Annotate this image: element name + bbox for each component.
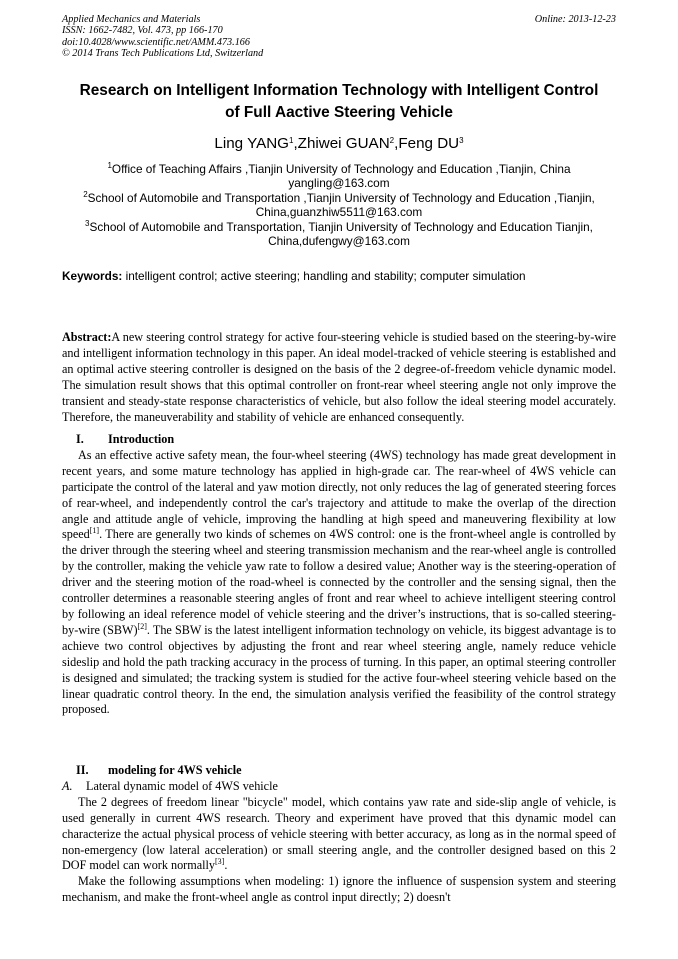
- body-paragraph: [62, 874, 616, 906]
- abstract-paragraph: [62, 330, 616, 425]
- keywords-label: Keywords:: [62, 269, 123, 283]
- section-heading: [62, 432, 616, 448]
- journal-name: Applied Mechanics and Materials: [62, 14, 201, 25]
- paper-title: [40, 80, 638, 124]
- affiliation: [62, 191, 616, 220]
- paragraph-text: As an effective active safety mean, the four-wheel steering (4WS) technology has made great development in recent years, and some mature technology has applied in high-grade car. The rear-wheel of 4WS vehicle can participate the control of the lateral and yaw motion directly, not only reduces the lag of generated steering forces of rear-wheel, and independently control the car's trajectory and attitude to make the overlap of the direction angle and attitude angle of vehicle, improving the handling at high speed and maneuvering flexibility at low speed: [62, 447, 616, 542]
- subsection-number: A.: [62, 778, 73, 793]
- title-line-2: of Full Aactive Steering Vehicle: [225, 104, 453, 121]
- section-heading: [62, 763, 616, 779]
- affiliation: [62, 220, 616, 249]
- copyright-line: © 2014 Trans Tech Publications Ltd, Switzerland: [62, 48, 264, 60]
- journal-header: [62, 14, 616, 60]
- paragraph-text: . There are generally two kinds of schemes on 4WS control: one is the front-wheel angle is controlled by the driver through the steering wheel and steering transmission mechanism and the rear-wheel angle is controlled by the controller, making the vehicle yaw rate to follow a desired value; Another way is the steering-operation of driver and the steering motion of the road-wheel is connected by the controller and the sensing signal, then the controller determines a reasonable steering angles of front and rear wheel to achieve intelligent steering control by following an ideal reference model of vehicle steering and the driver’s instructions, that is so-called steering-by-wire (SBW): [62, 527, 616, 637]
- affiliation-text: School of Automobile and Transportation, Tianjin University of Technology and Education Tianjin, China,dufengwy@163.com: [89, 219, 593, 249]
- keywords: [62, 269, 616, 284]
- citation-ref[interactable]: [3]: [215, 857, 225, 867]
- section-title: modeling for 4WS vehicle: [108, 763, 242, 777]
- author-affiliation-marker: 2: [389, 136, 395, 145]
- section-number: I.: [76, 432, 84, 446]
- title-line-1: Research on Intelligent Information Technology with Intelligent Control: [79, 82, 599, 99]
- subsection-title: Lateral dynamic model of 4WS vehicle: [86, 778, 278, 793]
- section-introduction: [62, 432, 616, 718]
- author-affiliation-marker: 1: [288, 136, 294, 145]
- author-list: [40, 134, 638, 154]
- keywords-text: intelligent control; active steering; handling and stability; computer simulation: [122, 269, 526, 283]
- affiliation-text: School of Automobile and Transportation ,Tianjin University of Technology and Education ,Tianjin, China,guanzhiw5511@163.com: [87, 190, 595, 220]
- affiliation-marker: 2: [83, 189, 88, 199]
- author-separator: ,: [293, 135, 298, 152]
- paragraph-text: The 2 degrees of freedom linear "bicycle" model, which contains yaw rate and side-slip angle of vehicle, is used generally in current 4WS research. Theory and experiment have proved that this dynamic model can characterize the actual physical process of vehicle steering with better accuracy, as long as in the normal speed of non-emergency (low lateral acceleration) or small steering angle, and the controller designed based on this 2 DOF model can work normally: [62, 794, 616, 873]
- section-modeling: [62, 763, 616, 906]
- affiliation-marker: 1: [107, 161, 112, 170]
- affiliation-marker: 3: [85, 218, 90, 228]
- subsection-heading: [62, 779, 616, 795]
- body-paragraph: [62, 448, 616, 718]
- online-date: Online: 2013-12-23: [534, 14, 616, 25]
- abstract-label: Abstract:: [62, 330, 112, 344]
- author-separator: ,: [394, 135, 399, 152]
- section-number: II.: [76, 763, 89, 777]
- issn-line: ISSN: 1662-7482, Vol. 473, pp 166-170: [62, 25, 223, 37]
- paragraph-text: Make the following assumptions when modeling: 1) ignore the influence of suspension system and steering mechanism, and make the front-wheel angle as control input directly; 2) doesn't: [62, 874, 616, 905]
- paragraph-text: . The SBW is the latest intelligent information technology on vehicle, its biggest advantage is to achieve two control objectives by adjusting the front and rear wheel steering angle, namely reduce vehicle sideslip and hold the path tracking accuracy in the process of turning. In this paper, an optimal steering controller is designed and simulated; the tracking system is studied for the active four-wheel steering vehicle based on the linear quadratic control theory. In the end, the simulation analysis verified the feasibility of the control strategy proposed.: [62, 622, 616, 717]
- author-name: Feng DU: [398, 135, 460, 152]
- paragraph-text: .: [224, 858, 228, 873]
- author-name: Ling YANG: [214, 135, 289, 152]
- affiliation: [62, 162, 616, 191]
- abstract-text: A new steering control strategy for active four-steering vehicle is studied based on the steering-by-wire and intelligent information technology in this paper. An ideal model-tracked of vehicle steering is established and an optimal active steering controller is designed on the basis of the 2 degree-of-freedom vehicle dynamic model. The simulation result shows that this optimal controller on front-rear wheel steering angle not only improve the transient and steady-state response characteristics of vehicle, but also follow the ideal steering model accurately. Therefore, the maneuverability and stability of vehicle are enhanced consequently.: [62, 330, 616, 424]
- affiliation-list: [62, 162, 616, 248]
- author-name: Zhiwei GUAN: [297, 135, 390, 152]
- citation-ref[interactable]: [1]: [89, 526, 100, 536]
- section-title: Introduction: [108, 432, 175, 446]
- body-paragraph: [62, 795, 616, 875]
- abstract: [62, 330, 616, 425]
- doi-line: doi:10.4028/www.scientific.net/AMM.473.166: [62, 36, 250, 48]
- author-affiliation-marker: 3: [459, 136, 464, 145]
- citation-ref[interactable]: [2]: [137, 621, 147, 631]
- affiliation-text: Office of Teaching Affairs ,Tianjin University of Technology and Education ,Tianjin, China yangling@163.com: [111, 162, 571, 191]
